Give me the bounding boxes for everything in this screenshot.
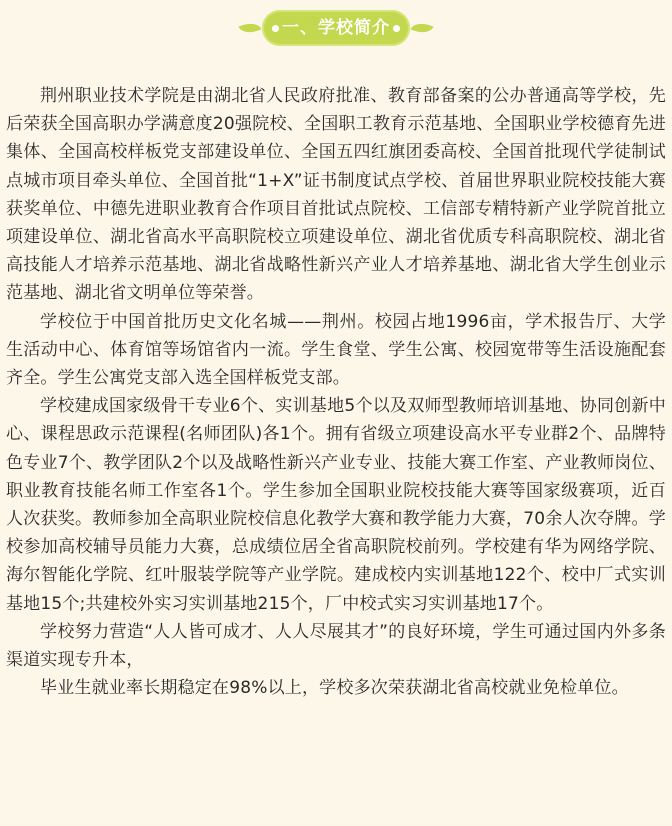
dot-decoration-icon [393, 25, 400, 32]
paragraph-employment: 毕业生就业率长期稳定在98%以上，学校多次荣获湖北省高校就业免检单位。 [40, 678, 629, 699]
leaf-decoration-icon [238, 18, 261, 37]
paragraph-environment: 学校努力营造“人人皆可成才、人人尽展其才”的良好环境，学生可通过国内外多条渠道实现专升本， [6, 621, 666, 671]
paragraph-achievements: 学校建成国家级骨干专业6个、实训基地5个以及双师型教师培训基地、协同创新中心、课程思政示范课程(名师团队)各1个。拥有省级立项建设高水平专业群2个、品牌特色专业7个、教学团队2个以及战略性新兴产业专业、技能大赛工作室、产业教师岗位、职业教育技能名师工作室各1个。学生参加全国职业院校技能大赛等国家级赛项，近百人次获奖。教师参加全高职业院校信息化教学大赛和教学能力大赛，70余人次夺牌。学校参加高校辅导员能力大赛，总成绩位居全省高职院校前列。学校建有华为网络学院、海尔智能化学院、红叶服装学院等产业学院。建成校内实训基地122个、校中厂式实训基地15个;共建校外实习实训基地215个，厂中校式实习实训基地17个。 [6, 396, 666, 614]
section-title: 一、学校简介 [282, 18, 390, 38]
section-title-pill [262, 10, 410, 46]
article-body [6, 82, 666, 702]
paragraph-location: 学校位于中国首批历史文化名城——荆州。校园占地1996亩，学术报告厅、大学生活动中心、体育馆等场馆省内一流。学生食堂、学生公寓、校园宽带等生活设施配套齐全。学生公寓党支部入选全国样板党支部。 [6, 311, 666, 389]
paragraph-intro: 荆州职业技术学院是由湖北省人民政府批准、教育部备案的公办普通高等学校，先后荣获全国高职办学满意度20强院校、全国职工教育示范基地、全国职业学校德育先进集体、全国高校样板党支部建设单位、全国五四红旗团委高校、全国首批现代学徒制试点城市项目牵头单位、全国首批“1+X”证书制度试点学校、首届世界职业院校技能大赛获奖单位、中德先进职业教育合作项目首批试点院校、工信部专精特新产业学院首批立项建设单位、湖北省高水平高职院校立项建设单位、湖北省优质专科高职院校、湖北省高技能人才培养示范基地、湖北省战略性新兴产业人才培养基地、湖北省大学生创业示范基地、湖北省文明单位等荣誉。 [6, 86, 666, 304]
leaf-decoration-icon [410, 18, 433, 37]
section-header [0, 10, 672, 48]
